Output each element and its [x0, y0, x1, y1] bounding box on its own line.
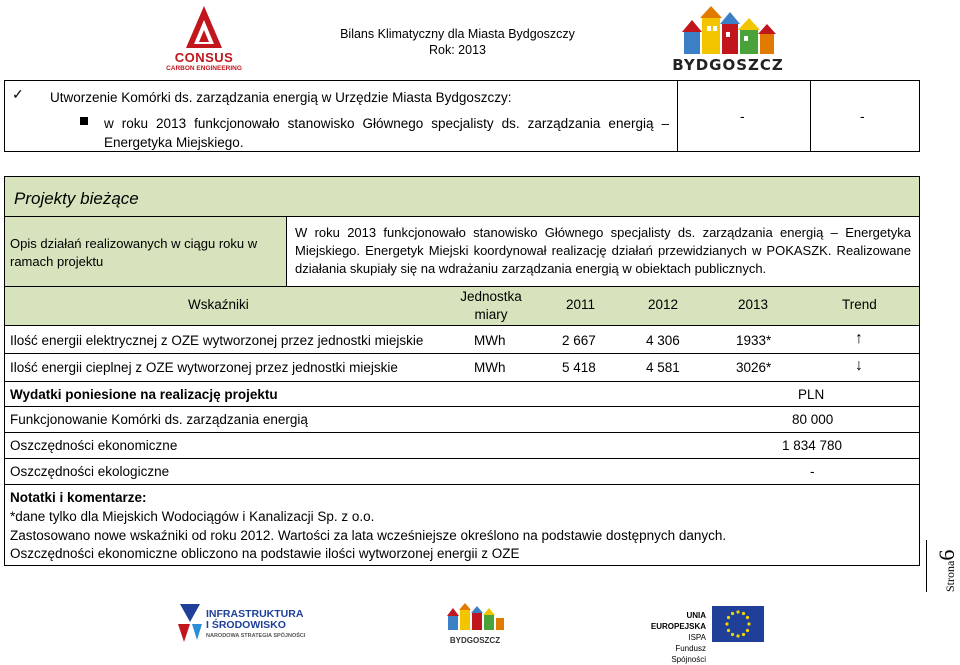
- notes-line-2: Zastosowano nowe wskaźniki od roku 2012. Wartości za lata wcześniejsze określono na podstawie dostępnych danych.: [10, 528, 727, 543]
- notes-line-1: *dane tylko dla Miejskich Wodociągów i Kanalizacji Sp. z o.o.: [10, 509, 375, 524]
- row-1-2013: 1933*: [736, 333, 772, 348]
- checkmark-icon: ✓: [12, 86, 24, 102]
- section-header: [5, 177, 919, 217]
- consus-name: CONSUS: [174, 50, 234, 65]
- infra-line1: INFRASTRUKTURA: [206, 608, 304, 620]
- header-unit-line1: Jednostka: [460, 289, 522, 304]
- infra-line2: I ŚRODOWISKO: [206, 619, 286, 631]
- top-value-1: -: [740, 108, 745, 124]
- notes-title: Notatki i komentarze:: [10, 490, 147, 505]
- row-1-unit: MWh: [474, 333, 506, 348]
- header-title-line2: Rok: 2013: [429, 43, 486, 57]
- row-2-2012: 4 581: [646, 360, 680, 375]
- cost-row-2-value: 1 834 780: [782, 438, 843, 453]
- top-sub-item: w roku 2013 funkcjonowało stanowisko Głównego specjalisty ds. zarządzania energią – Energetyka Miejskiego.: [104, 116, 669, 150]
- header-unit: [446, 288, 536, 324]
- row-divider: [5, 353, 919, 354]
- section-title: Projekty bieżące: [14, 189, 139, 208]
- header-unit-line2: miary: [474, 307, 508, 322]
- eu-flag-icon: [712, 606, 764, 642]
- cost-row-3-value: -: [810, 464, 815, 479]
- trend-up-arrow-icon: ↑: [855, 330, 863, 347]
- page-header-title: [320, 26, 595, 58]
- consus-tagline: CARBON ENGINEERING: [166, 65, 242, 72]
- expenses-unit: PLN: [798, 387, 825, 402]
- row-2-2011: 5 418: [562, 360, 596, 375]
- cost-row-1-label: Funkcjonowanie Komórki ds. zarządzania energią: [10, 412, 308, 427]
- cost-row-1-value: 80 000: [792, 412, 834, 427]
- header-year-2013: 2013: [738, 297, 769, 312]
- description-text: W roku 2013 funkcjonowało stanowisko Głównego specjalisty ds. zarządzania energią – Energetyka Miejskiego. Energetyk Miejski koordynował realizację działań przewidzianych w POKASZK. Realizowane działania skupiały się na wdrażaniu zarządzania energią w obiektach publicznych.: [295, 225, 911, 276]
- bydgoszcz-footer-logo: [444, 602, 506, 638]
- row-divider: [5, 381, 919, 382]
- eu-line3: Fundusz Spójności: [671, 644, 706, 664]
- top-main-item: Utworzenie Komórki ds. zarządzania energią w Urzędzie Miasta Bydgoszczy:: [50, 90, 512, 105]
- page-number: [934, 548, 958, 594]
- eu-line1: UNIA EUROPEJSKA: [650, 611, 706, 631]
- row-divider: [5, 406, 919, 407]
- row-1-label: Ilość energii elektrycznej z OZE wytworzonej przez jednostki miejskie: [10, 333, 424, 348]
- trend-down-arrow-icon: ↓: [855, 357, 863, 374]
- row-divider: [5, 458, 919, 459]
- header-trend: Trend: [842, 297, 877, 312]
- header-title-line1: Bilans Klimatyczny dla Miasta Bydgoszczy: [340, 27, 575, 41]
- expenses-label: Wydatki poniesione na realizację projektu: [10, 387, 278, 402]
- header-indicators: Wskaźniki: [188, 297, 249, 312]
- page-num: 6: [934, 549, 959, 561]
- header-year-2011: 2011: [566, 297, 596, 312]
- notes-line-3: Oszczędności ekonomiczne obliczono na podstawie ilości wytworzonej energii z OZE: [10, 546, 520, 561]
- top-value-2: -: [860, 108, 865, 124]
- row-2-2013: 3026*: [736, 360, 772, 375]
- infra-line3: NARODOWA STRATEGIA SPÓJNOŚCI: [206, 633, 306, 639]
- row-divider: [5, 432, 919, 433]
- row-2-label: Ilość energii cieplnej z OZE wytworzonej przez jednostki miejskie: [10, 360, 398, 375]
- cost-row-2-label: Oszczędności ekonomiczne: [10, 438, 178, 453]
- bydgoszcz-logo-text: BYDGOSZCZ: [672, 56, 784, 74]
- description-label: Opis działań realizowanych w ciągu roku w ramach projektu: [10, 236, 258, 269]
- row-1-2012: 4 306: [646, 333, 680, 348]
- square-bullet-icon: [80, 117, 88, 125]
- row-2-unit: MWh: [474, 360, 506, 375]
- row-divider: [5, 484, 919, 485]
- header-year-2012: 2012: [648, 297, 679, 312]
- bydgoszcz-footer-text: BYDGOSZCZ: [449, 636, 501, 645]
- page-label: Strona: [943, 560, 957, 592]
- eu-logo-text: [646, 610, 706, 665]
- row-1-2011: 2 667: [562, 333, 596, 348]
- cost-row-3-label: Oszczędności ekologiczne: [10, 464, 170, 479]
- infrastructure-logo-text: [206, 609, 305, 642]
- infrastructure-logo-icon: [176, 604, 204, 644]
- eu-line2: ISPA: [688, 633, 706, 642]
